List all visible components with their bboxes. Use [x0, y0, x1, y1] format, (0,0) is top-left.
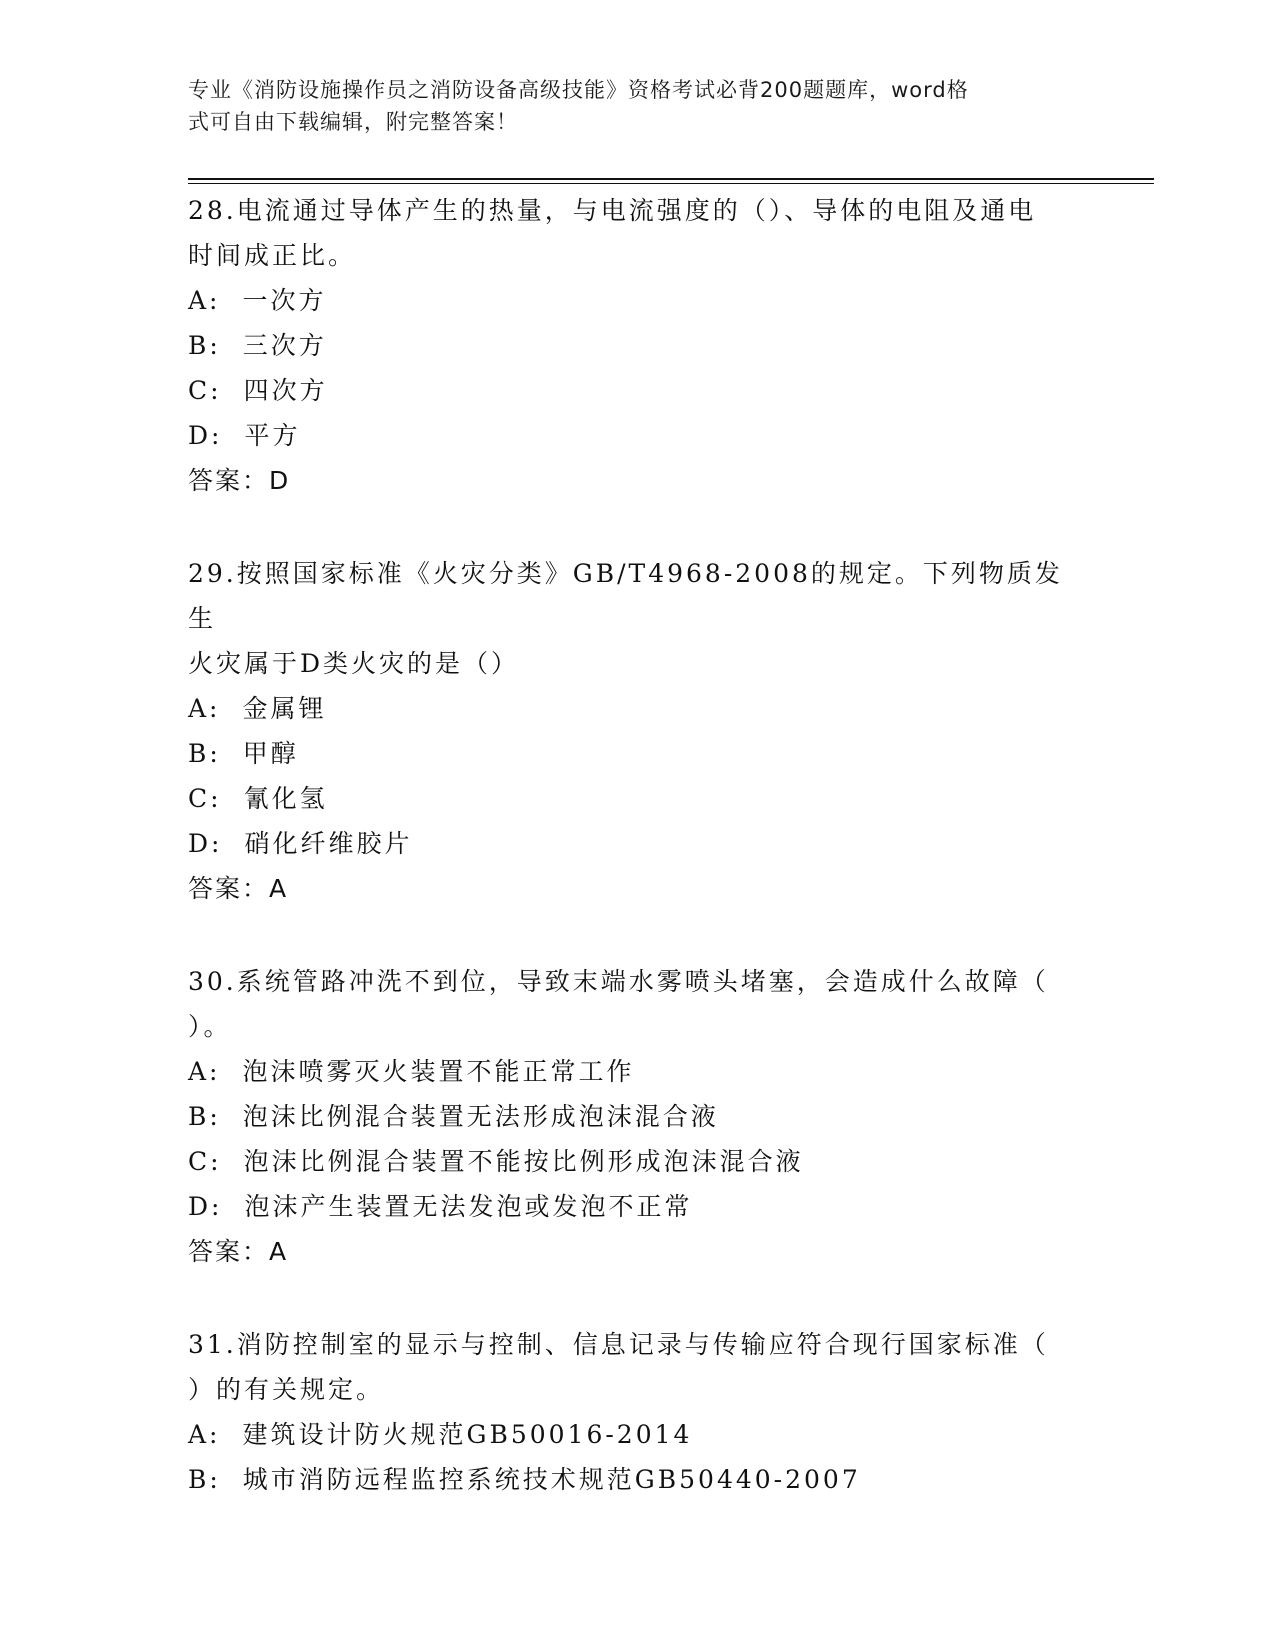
question-28 [188, 188, 1088, 503]
option-letter: B: [188, 1102, 221, 1131]
answer-line [188, 458, 1088, 503]
option-letter: B: [188, 331, 221, 360]
answer-label: 答案： [188, 1237, 270, 1266]
question-stem-line-2: 火灾属于D类火灾的是（） [188, 649, 520, 678]
question-stem-line-2: ）的有关规定。 [188, 1375, 385, 1404]
option-letter: D: [188, 421, 223, 450]
option-a [188, 1049, 1088, 1094]
question-stem [188, 551, 1088, 686]
option-text: 金属锂 [242, 694, 327, 723]
option-letter: B: [188, 1465, 221, 1494]
option-letter: C: [188, 784, 222, 813]
option-letter: B: [188, 739, 221, 768]
option-text: 泡沫比例混合装置不能按比例形成泡沫混合液 [243, 1147, 804, 1176]
question-30 [188, 959, 1088, 1274]
option-b [188, 1094, 1088, 1139]
option-text: 城市消防远程监控系统技术规范GB50440-2007 [242, 1465, 861, 1494]
answer-line [188, 866, 1088, 911]
option-text: 氰化氢 [243, 784, 328, 813]
answer-label: 答案： [188, 874, 270, 903]
answer-label: 答案： [188, 466, 270, 495]
option-b [188, 1457, 1088, 1502]
option-text: 硝化纤维胶片 [244, 829, 413, 858]
answer-line [188, 1229, 1088, 1274]
option-letter: A: [188, 1420, 221, 1449]
option-d [188, 1184, 1088, 1229]
answer-value: A [269, 1237, 289, 1266]
option-text: 一次方 [242, 286, 327, 315]
document-header [188, 74, 1068, 138]
option-letter: C: [188, 376, 222, 405]
option-text: 泡沫比例混合装置无法形成泡沫混合液 [242, 1102, 719, 1131]
option-letter: A: [188, 1057, 221, 1086]
option-c [188, 776, 1088, 821]
question-stem-line-2: 时间成正比。 [188, 241, 357, 270]
option-letter: A: [188, 286, 221, 315]
header-divider-thick [188, 178, 1154, 180]
question-31 [188, 1322, 1088, 1502]
option-text: 建筑设计防火规范GB50016-2014 [242, 1420, 693, 1449]
option-text: 甲醇 [242, 739, 299, 768]
question-29 [188, 551, 1088, 911]
option-letter: D: [188, 829, 223, 858]
option-text: 泡沫喷雾灭火装置不能正常工作 [242, 1057, 635, 1086]
header-line-1: 专业《消防设施操作员之消防设备高级技能》资格考试必背200题题库，word格 [188, 78, 969, 102]
option-letter: C: [188, 1147, 222, 1176]
question-stem [188, 188, 1088, 278]
question-list [188, 188, 1088, 1550]
option-a [188, 1412, 1088, 1457]
question-stem [188, 1322, 1088, 1412]
option-d [188, 413, 1088, 458]
question-stem-line-1: 29.按照国家标准《火灾分类》GB/T4968-2008的规定。下列物质发生 [188, 559, 1063, 633]
option-a [188, 278, 1088, 323]
option-text: 平方 [244, 421, 301, 450]
option-c [188, 1139, 1088, 1184]
question-stem-line-1: 31.消防控制室的显示与控制、信息记录与传输应符合现行国家标准（ [188, 1330, 1049, 1359]
question-stem-line-1: 28.电流通过导体产生的热量，与电流强度的（）、导体的电阻及通电 [188, 196, 1037, 225]
option-c [188, 368, 1088, 413]
option-d [188, 821, 1088, 866]
option-b [188, 323, 1088, 368]
option-b [188, 731, 1088, 776]
answer-value: A [269, 874, 289, 903]
answer-value: D [269, 466, 291, 495]
option-letter: A: [188, 694, 221, 723]
header-divider-thin [188, 183, 1154, 184]
option-text: 四次方 [243, 376, 328, 405]
question-stem [188, 959, 1088, 1049]
option-text: 泡沫产生装置无法发泡或发泡不正常 [244, 1192, 693, 1221]
header-line-2: 式可自由下载编辑，附完整答案！ [188, 110, 518, 134]
option-text: 三次方 [242, 331, 327, 360]
question-stem-line-2: ）。 [188, 1012, 232, 1041]
option-letter: D: [188, 1192, 223, 1221]
question-stem-line-1: 30.系统管路冲洗不到位，导致末端水雾喷头堵塞，会造成什么故障（ [188, 967, 1049, 996]
option-a [188, 686, 1088, 731]
